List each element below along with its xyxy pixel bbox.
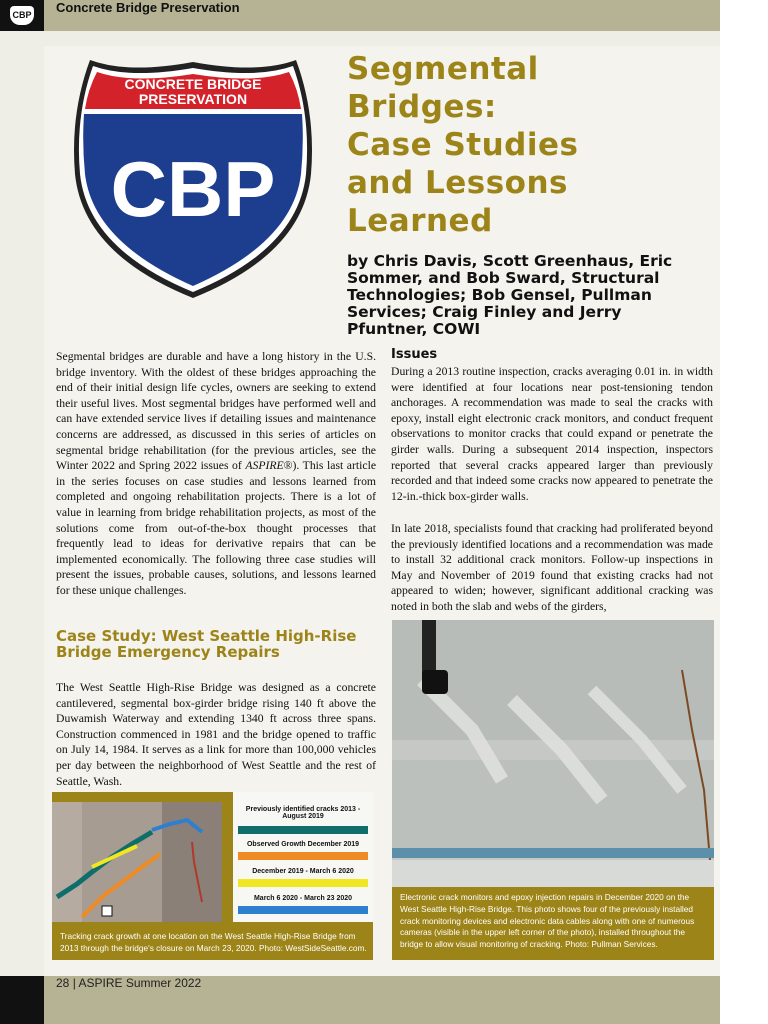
photo-shadow <box>162 802 222 922</box>
figure-crack-tracking <box>52 792 373 960</box>
byline: by Chris Davis, Scott Greenhaus, Eric Sommer, and Bob Sward, Structural Technologies; Bob Gensel, Pullman Services; Craig Finley and Jerry Pfuntner, COWI <box>347 252 673 338</box>
shield-banner-line2: PRESERVATION <box>138 91 248 107</box>
target-marker <box>102 906 112 916</box>
photo-edge <box>52 802 82 922</box>
footer-separator: | <box>72 976 76 990</box>
figure-caption: Tracking crack growth at one location on the West Seattle High-Rise Bridge from 2013 through the bridge's closure on March 23, 2020. Photo: WestSideSeattle.com. <box>60 931 367 953</box>
legend-label: Observed Growth December 2019 <box>246 841 360 848</box>
legend-swatch <box>238 852 368 860</box>
title-line: and Lessons <box>347 165 568 201</box>
legend-label: Previously identified cracks 2013 - August 2019 <box>245 806 361 820</box>
figure-caption: Electronic crack monitors and epoxy injection repairs in December 2020 on the West Seattle High-Rise Bridge. This photo shows four of the previously installed crack monitoring devices and electronic data cables along with one of numerous cameras (visible in the upper left corner of the photo), installed throughout the bridge to allow visual monitoring of cracking. Photo: Pullman Services. <box>400 892 695 950</box>
case-study-heading: Case Study: West Seattle High-Rise Bridge Emergency Repairs <box>56 627 357 661</box>
case-study-paragraph: The West Seattle High-Rise Bridge was designed as a concrete cantilevered, segmental box-girder bridge rising 140 ft above the Duwamish Waterway and extending 1340 ft across three spans. Construction commenced in 1981 and the bridge opened to traffic on July 14, 1984. It serves as a link for more than 100,000 vehicles per day between the neighborhood of West Seattle and the rest of Seattle, Wash. <box>56 681 376 788</box>
legend-swatch <box>238 879 368 887</box>
article-title <box>347 50 707 240</box>
page-number: 28 <box>56 976 70 990</box>
legend-swatch <box>238 906 368 914</box>
right-margin <box>720 0 768 1024</box>
intro-text-1: Segmental bridges are durable and have a long history in the U.S. bridge inventory. With the oldest of these bridges approaching the end of their initial design life cycles, owners are seeking to extend their useful lives. Most segmental bridges have performed well and can have extended service lives if detailing issues and maintenance concerns are addressed, as discussed in this series of articles on segmental bridge rehabilitation (for the previous articles, see the Winter 2022 and Spring 2022 issues of <box>56 350 376 473</box>
issues-paragraph-1: During a 2013 routine inspection, cracks averaging 0.01 in. in width were identified at four locations near post-tensioning tendon anchorages. A recommendation was made to seal the cracks with epoxy, install eight electronic crack monitors, and conduct frequent observations to monitor cracks that could expand or penetrate the girder walls. During a subsequent 2014 inspection, inspectors reported that several cracks appeared larger than previously recorded and that indeed some cracks now appeared to penetrate the 12-in.-thick box-girder walls. <box>391 365 713 503</box>
title-line: Learned <box>347 203 493 239</box>
pipe-rail <box>392 848 714 858</box>
legend-label: December 2019 - March 6 2020 <box>252 868 354 875</box>
title-line: Segmental <box>347 51 539 87</box>
legend-swatch <box>238 826 368 834</box>
issues-paragraph-2: In late 2018, specialists found that cracking had proliferated beyond the previously identified locations and a recommendation was made to install 32 additional crack monitors. Follow-up inspections in May and November of 2019 found that existing cracks had not appeared to widen; however, significant additional cracking was noted in both the slab and webs of the girders, <box>391 522 713 613</box>
legend-label: March 6 2020 - March 23 2020 <box>253 895 353 902</box>
crack-legend <box>233 792 373 922</box>
footer-info <box>56 976 201 1024</box>
crack-photo <box>52 802 222 922</box>
intro-magazine-name: ASPIRE <box>245 459 284 473</box>
footer-corner <box>0 976 44 1024</box>
intro-paragraph <box>56 349 376 599</box>
header-logo <box>0 0 44 31</box>
camera <box>422 670 448 694</box>
crack-monitor-photo <box>392 620 714 887</box>
shield-banner-line1: CONCRETE BRIDGE <box>124 76 262 92</box>
section-title: Concrete Bridge Preservation <box>56 0 240 15</box>
shield-letters: CBP <box>110 145 276 233</box>
magazine-issue: ASPIRE Summer 2022 <box>78 976 202 990</box>
title-line: Bridges: <box>347 89 497 125</box>
figure-caption-box <box>392 887 714 960</box>
cbp-shield-logo <box>68 54 318 302</box>
crack-photo-image <box>52 802 222 922</box>
issues-heading: Issues <box>391 347 438 362</box>
figure-crack-monitors <box>392 620 714 887</box>
intro-text-2: ®). This last article in the series focuses on case studies and lessons learned from completed and ongoing rehabilitation projects. There is a lot of value in learning from bridge rehabilitation projects, as most of the solutions come from out-of-the-box thought processes that frequently lead to ideas for derivative repairs that can be implemented economically. The following three case studies will present the issues, probable causes, solutions, and lessons learned for these unique challenges. <box>56 459 377 597</box>
title-line: Case Studies <box>347 127 579 163</box>
pipe-rail <box>392 860 714 887</box>
shield-icon: CBP <box>10 6 34 25</box>
